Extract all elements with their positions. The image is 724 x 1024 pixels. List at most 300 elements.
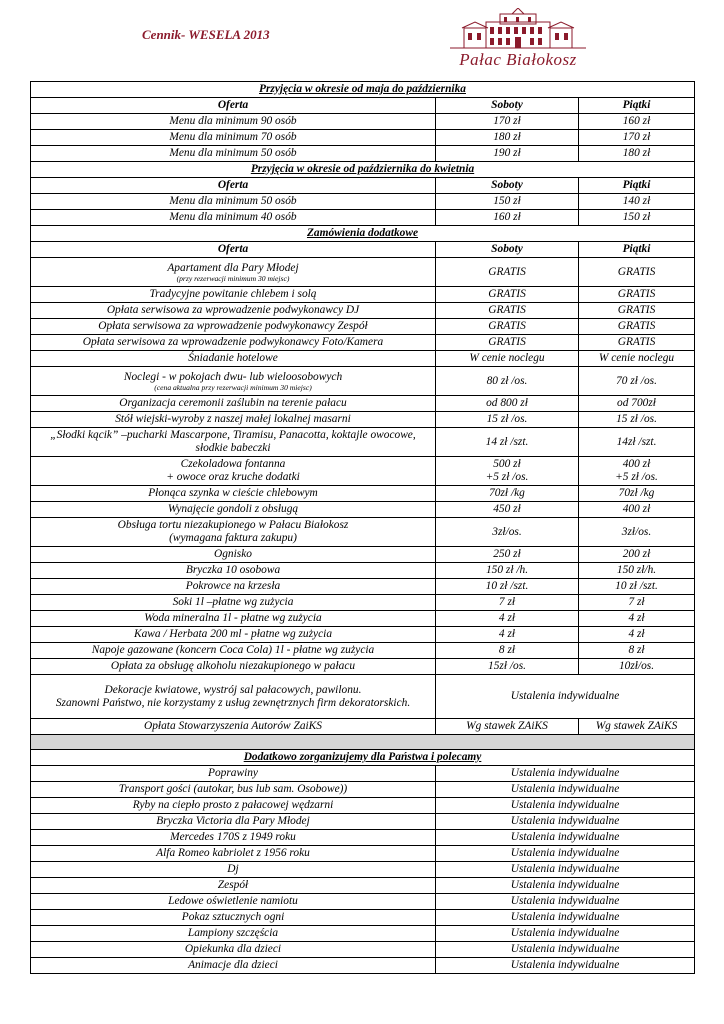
price-cell-combined-text: Ustalenia indywidualne bbox=[510, 943, 620, 955]
price-friday-text: 160 zł bbox=[622, 115, 651, 127]
offer-cell-text: Opłata Stowarzyszenia Autorów ZaiKS bbox=[144, 720, 322, 732]
column-header-saturday bbox=[436, 98, 579, 114]
offer-cell bbox=[31, 862, 436, 878]
price-saturday bbox=[436, 457, 579, 486]
price-saturday bbox=[436, 367, 579, 396]
price-saturday bbox=[436, 130, 579, 146]
price-cell-combined bbox=[436, 798, 695, 814]
price-saturday-text: 250 zł bbox=[493, 548, 521, 560]
table-row bbox=[31, 396, 695, 412]
price-saturday bbox=[436, 579, 579, 595]
price-friday bbox=[579, 258, 695, 287]
table-row bbox=[31, 258, 695, 287]
price-saturday-text: 8 zł bbox=[498, 644, 516, 656]
table-row bbox=[31, 303, 695, 319]
price-cell-combined bbox=[436, 675, 695, 719]
section-title bbox=[31, 226, 695, 242]
price-friday bbox=[579, 457, 695, 486]
price-cell-combined bbox=[436, 958, 695, 974]
offer-cell-text: Menu dla minimum 50 osób bbox=[169, 195, 297, 207]
price-saturday bbox=[436, 194, 579, 210]
price-friday-text: 4 zł bbox=[628, 612, 645, 624]
price-saturday bbox=[436, 611, 579, 627]
price-friday-text: 4 zł bbox=[628, 628, 645, 640]
offer-cell-text: Ryby na ciepło prosto z pałacowej wędzarni bbox=[132, 799, 334, 811]
offer-cell bbox=[31, 210, 436, 226]
table-row bbox=[31, 367, 695, 396]
price-cell-combined bbox=[436, 766, 695, 782]
price-saturday-text: 3zł/os. bbox=[492, 525, 522, 538]
offer-cell-text: Organizacja ceremonii zaślubin na terenie pałacu bbox=[119, 397, 347, 409]
separator-cell bbox=[31, 735, 695, 750]
table-row bbox=[31, 766, 695, 782]
offer-cell-text: Poprawiny bbox=[208, 767, 258, 779]
price-friday-text: 70 zł /os. bbox=[616, 374, 657, 387]
price-friday-text: GRATIS bbox=[617, 288, 656, 300]
price-saturday bbox=[436, 643, 579, 659]
price-friday-text: 400 zł +5 zł /os. bbox=[615, 458, 658, 483]
price-saturday bbox=[436, 396, 579, 412]
offer-cell-text: Bryczka 10 osobowa bbox=[185, 564, 281, 576]
offer-cell-text: Płonąca szynka w cieście chlebowym bbox=[148, 487, 318, 499]
price-friday bbox=[579, 579, 695, 595]
offer-cell bbox=[31, 643, 436, 659]
table-row bbox=[31, 719, 695, 735]
offer-cell bbox=[31, 798, 436, 814]
price-saturday bbox=[436, 547, 579, 563]
price-cell-combined-text: Ustalenia indywidualne bbox=[510, 847, 620, 859]
column-header-saturday-text: Soboty bbox=[491, 243, 523, 255]
table-row bbox=[31, 926, 695, 942]
offer-cell bbox=[31, 958, 436, 974]
offer-cell bbox=[31, 910, 436, 926]
offer-cell bbox=[31, 319, 436, 335]
palace-logo bbox=[446, 8, 590, 76]
column-header-saturday bbox=[436, 242, 579, 258]
price-saturday bbox=[436, 114, 579, 130]
price-friday-text: 70zł /kg bbox=[618, 487, 655, 499]
offer-cell-text: Menu dla minimum 50 osób bbox=[169, 147, 297, 159]
column-header-offer bbox=[31, 98, 436, 114]
section-title-row bbox=[31, 750, 695, 766]
offer-cell bbox=[31, 258, 436, 287]
table-row bbox=[31, 611, 695, 627]
price-friday-text: 10 zł /szt. bbox=[615, 580, 658, 592]
offer-cell-text: Opłata serwisowa za wprowadzenie podwykonawcy Foto/Kamera bbox=[82, 336, 384, 348]
table-row bbox=[31, 518, 695, 547]
column-header-friday-text: Piątki bbox=[622, 243, 651, 255]
column-header-friday-text: Piątki bbox=[622, 99, 651, 111]
offer-cell-text: Transport gości (autokar, bus lub sam. Osobowe)) bbox=[118, 783, 348, 795]
price-cell-combined-text: Ustalenia indywidualne bbox=[510, 863, 620, 875]
price-cell-combined bbox=[436, 814, 695, 830]
price-saturday bbox=[436, 486, 579, 502]
price-cell-combined-text: Ustalenia indywidualne bbox=[510, 895, 620, 907]
price-friday-text: 400 zł bbox=[622, 503, 651, 515]
price-saturday bbox=[436, 428, 579, 457]
offer-cell bbox=[31, 830, 436, 846]
price-saturday-text: 500 zł +5 zł /os. bbox=[485, 458, 529, 483]
price-saturday-text: od 800 zł bbox=[486, 397, 528, 409]
price-cell-combined-text: Ustalenia indywidualne bbox=[510, 959, 620, 971]
section-title-text: Dodatkowo zorganizujemy dla Państwa i polecamy bbox=[243, 751, 482, 763]
price-friday-text: GRATIS bbox=[617, 304, 656, 316]
price-friday-text: 7 zł bbox=[628, 596, 645, 608]
price-friday-text: Wg stawek ZAiKS bbox=[595, 720, 678, 732]
table-row bbox=[31, 428, 695, 457]
price-cell-combined-text: Ustalenia indywidualne bbox=[510, 799, 620, 811]
price-cell-combined-text: Ustalenia indywidualne bbox=[510, 927, 620, 939]
table-row bbox=[31, 210, 695, 226]
offer-cell bbox=[31, 146, 436, 162]
section-title-row bbox=[31, 226, 695, 242]
price-friday bbox=[579, 114, 695, 130]
table-row bbox=[31, 862, 695, 878]
table-row bbox=[31, 412, 695, 428]
offer-cell-text: Alfa Romeo kabriolet z 1956 roku bbox=[156, 847, 310, 859]
price-saturday bbox=[436, 287, 579, 303]
price-saturday bbox=[436, 351, 579, 367]
offer-cell-text: Obsługa tortu niezakupionego w Pałacu Białokosz (wymagana faktura zakupu) bbox=[117, 519, 349, 544]
offer-cell-text: Menu dla minimum 40 osób bbox=[169, 211, 297, 223]
price-saturday bbox=[436, 258, 579, 287]
column-header-saturday-text: Soboty bbox=[491, 99, 523, 111]
table-row bbox=[31, 114, 695, 130]
price-friday bbox=[579, 130, 695, 146]
table-row bbox=[31, 643, 695, 659]
column-header-row bbox=[31, 242, 695, 258]
price-saturday bbox=[436, 335, 579, 351]
price-friday-text: 150 zł/h. bbox=[616, 564, 657, 576]
offer-cell-text: Menu dla minimum 70 osób bbox=[169, 131, 297, 143]
price-friday bbox=[579, 502, 695, 518]
price-friday bbox=[579, 595, 695, 611]
price-friday-text: 180 zł bbox=[622, 147, 651, 159]
price-saturday-text: W cenie noclegu bbox=[469, 352, 545, 364]
price-cell-combined bbox=[436, 942, 695, 958]
table-row bbox=[31, 798, 695, 814]
table-row bbox=[31, 675, 695, 719]
price-friday-text: 8 zł bbox=[628, 644, 645, 656]
price-saturday bbox=[436, 303, 579, 319]
price-saturday-text: 150 zł bbox=[493, 195, 521, 207]
price-friday bbox=[579, 303, 695, 319]
table-row bbox=[31, 502, 695, 518]
column-header-saturday bbox=[436, 178, 579, 194]
price-cell-combined-text: Ustalenia indywidualne bbox=[510, 767, 620, 779]
price-cell-combined-text: Ustalenia indywidualne bbox=[510, 815, 620, 827]
price-saturday-text: 450 zł bbox=[493, 503, 521, 515]
price-friday bbox=[579, 287, 695, 303]
offer-cell bbox=[31, 611, 436, 627]
price-saturday-text: 160 zł bbox=[493, 211, 521, 223]
price-saturday-text: 14 zł /szt. bbox=[485, 435, 529, 448]
table-row bbox=[31, 782, 695, 798]
offer-cell-text: Opiekunka dla dzieci bbox=[184, 943, 282, 955]
price-cell-combined-text: Ustalenia indywidualne bbox=[510, 879, 620, 891]
offer-cell bbox=[31, 782, 436, 798]
price-friday bbox=[579, 486, 695, 502]
column-header-offer bbox=[31, 178, 436, 194]
price-friday-text: 200 zł bbox=[622, 548, 651, 560]
price-cell-combined bbox=[436, 830, 695, 846]
price-saturday bbox=[436, 210, 579, 226]
column-header-friday bbox=[579, 178, 695, 194]
offer-cell bbox=[31, 303, 436, 319]
price-cell-combined bbox=[436, 910, 695, 926]
price-friday-text: 140 zł bbox=[622, 195, 651, 207]
logo-text: Pałac Białokosz bbox=[459, 50, 577, 69]
price-friday bbox=[579, 396, 695, 412]
offer-cell-text: Bryczka Victoria dla Pary Młodej bbox=[156, 815, 310, 827]
table-row bbox=[31, 335, 695, 351]
price-cell-combined-text: Ustalenia indywidualne bbox=[510, 783, 620, 795]
table-row bbox=[31, 878, 695, 894]
offer-cell-text: Ledowe oświetlenie namiotu bbox=[168, 895, 298, 907]
table-row bbox=[31, 830, 695, 846]
price-friday bbox=[579, 335, 695, 351]
offer-cell bbox=[31, 878, 436, 894]
table-row bbox=[31, 942, 695, 958]
price-saturday-text: 15 zł /os. bbox=[486, 413, 528, 425]
offer-cell bbox=[31, 287, 436, 303]
offer-cell-text: Śniadanie hotelowe bbox=[188, 352, 278, 364]
offer-cell bbox=[31, 367, 436, 396]
column-header-friday-text: Piątki bbox=[622, 179, 651, 191]
price-friday bbox=[579, 412, 695, 428]
price-cell-combined-text: Ustalenia indywidualne bbox=[510, 690, 620, 702]
price-friday bbox=[579, 194, 695, 210]
offer-cell bbox=[31, 595, 436, 611]
offer-cell bbox=[31, 579, 436, 595]
offer-cell-text: Tradycyjne powitanie chlebem i solą bbox=[149, 288, 317, 300]
offer-cell bbox=[31, 894, 436, 910]
price-saturday bbox=[436, 319, 579, 335]
price-friday-text: 170 zł bbox=[622, 131, 651, 143]
table-row bbox=[31, 194, 695, 210]
price-cell-combined bbox=[436, 926, 695, 942]
offer-cell-text: Lampiony szczęścia bbox=[187, 927, 279, 939]
price-saturday-text: GRATIS bbox=[488, 288, 526, 300]
price-saturday-text: 170 zł bbox=[493, 115, 521, 127]
offer-cell bbox=[31, 351, 436, 367]
table-row bbox=[31, 910, 695, 926]
offer-cell bbox=[31, 926, 436, 942]
table-row bbox=[31, 894, 695, 910]
price-friday-text: 150 zł bbox=[622, 211, 651, 223]
table-row bbox=[31, 319, 695, 335]
price-saturday-text: GRATIS bbox=[488, 304, 526, 316]
column-header-row bbox=[31, 178, 695, 194]
price-saturday bbox=[436, 518, 579, 547]
table-row bbox=[31, 486, 695, 502]
offer-note: (przy rezerwacji minimum 30 miejsc) bbox=[176, 273, 290, 283]
price-cell-combined bbox=[436, 846, 695, 862]
price-saturday bbox=[436, 719, 579, 735]
price-saturday-text: 180 zł bbox=[493, 131, 521, 143]
column-header-offer bbox=[31, 242, 436, 258]
table-row bbox=[31, 351, 695, 367]
table-row bbox=[31, 846, 695, 862]
price-saturday-text: GRATIS bbox=[488, 336, 526, 348]
column-header-friday bbox=[579, 242, 695, 258]
price-friday bbox=[579, 351, 695, 367]
section-title-text: Przyjęcia w okresie od maja do października bbox=[259, 83, 466, 95]
price-friday-text: 10zł/os. bbox=[618, 660, 655, 672]
table-row bbox=[31, 595, 695, 611]
offer-cell bbox=[31, 942, 436, 958]
offer-cell-text: Mercedes 170S z 1949 roku bbox=[170, 831, 296, 843]
price-friday-text: 15 zł /os. bbox=[616, 413, 657, 425]
table-row bbox=[31, 659, 695, 675]
offer-cell bbox=[31, 457, 436, 486]
palace-building-icon bbox=[446, 8, 590, 52]
price-saturday-text: 150 zł /h. bbox=[485, 564, 529, 576]
table-row bbox=[31, 547, 695, 563]
offer-cell bbox=[31, 194, 436, 210]
offer-cell-text: Kawa / Herbata 200 ml - płatne wg zużycia bbox=[133, 628, 333, 640]
section-title-text: Zamówienia dodatkowe bbox=[306, 227, 419, 239]
column-header-offer-text: Oferta bbox=[217, 243, 249, 255]
offer-cell bbox=[31, 502, 436, 518]
column-header-friday bbox=[579, 98, 695, 114]
price-cell-combined bbox=[436, 894, 695, 910]
price-saturday-text: 190 zł bbox=[493, 147, 521, 159]
offer-note: (cena aktualna przy rezerwacji minimum 30 miejsc) bbox=[154, 382, 312, 392]
offer-cell-text: Czekoladowa fontanna + owoce oraz kruche dodatki bbox=[166, 458, 300, 483]
price-saturday bbox=[436, 563, 579, 579]
table-row bbox=[31, 814, 695, 830]
price-friday bbox=[579, 319, 695, 335]
offer-cell bbox=[31, 130, 436, 146]
price-cell-combined-text: Ustalenia indywidualne bbox=[510, 831, 620, 843]
price-saturday-text: 15zł /os. bbox=[488, 660, 526, 672]
price-friday-text: 14zł /szt. bbox=[616, 435, 657, 448]
table-row bbox=[31, 457, 695, 486]
offer-cell bbox=[31, 766, 436, 782]
price-friday-text: GRATIS bbox=[617, 265, 656, 278]
offer-cell bbox=[31, 846, 436, 862]
section-title bbox=[31, 162, 695, 178]
price-saturday bbox=[436, 627, 579, 643]
offer-cell bbox=[31, 518, 436, 547]
offer-cell bbox=[31, 114, 436, 130]
price-friday bbox=[579, 367, 695, 396]
offer-cell bbox=[31, 335, 436, 351]
offer-cell-text: Opłata serwisowa za wprowadzenie podwykonawcy Zespół bbox=[98, 320, 368, 332]
price-friday bbox=[579, 659, 695, 675]
offer-cell bbox=[31, 814, 436, 830]
price-saturday-text: GRATIS bbox=[488, 265, 526, 278]
section-title-row bbox=[31, 162, 695, 178]
column-header-row bbox=[31, 98, 695, 114]
offer-cell bbox=[31, 428, 436, 457]
section-title bbox=[31, 750, 695, 766]
offer-cell-text: Pokaz sztucznych ogni bbox=[181, 911, 285, 923]
price-saturday-text: 80 zł /os. bbox=[486, 374, 528, 387]
offer-cell-text: Noclegi - w pokojach dwu- lub wieloosobowych bbox=[123, 370, 343, 383]
offer-cell bbox=[31, 396, 436, 412]
offer-cell-text: Soki 1l –płatne wg zużycia bbox=[172, 596, 294, 608]
price-friday bbox=[579, 518, 695, 547]
offer-cell-text: Opłata za obsługę alkoholu niezakupionego w pałacu bbox=[110, 660, 356, 672]
offer-cell-text: Opłata serwisowa za wprowadzenie podwykonawcy DJ bbox=[106, 304, 360, 316]
table-row bbox=[31, 563, 695, 579]
price-saturday-text: 4 zł bbox=[498, 628, 516, 640]
price-saturday bbox=[436, 146, 579, 162]
offer-cell-text: Dekoracje kwiatowe, wystrój sal pałacowych, pawilonu. Szanowni Państwo, nie korzystamy z usług zewnętrznych firm dekoratorskich. bbox=[55, 683, 411, 709]
offer-cell bbox=[31, 547, 436, 563]
price-friday bbox=[579, 563, 695, 579]
offer-cell bbox=[31, 659, 436, 675]
offer-cell bbox=[31, 627, 436, 643]
column-header-offer-text: Oferta bbox=[217, 179, 249, 191]
price-saturday-text: 7 zł bbox=[498, 596, 516, 608]
offer-cell bbox=[31, 675, 436, 719]
page-title: Cennik- WESELA 2013 bbox=[142, 27, 270, 42]
offer-cell bbox=[31, 563, 436, 579]
offer-cell-text: Animacje dla dzieci bbox=[188, 959, 278, 971]
section-title-text: Przyjęcia w okresie od października do kwietnia bbox=[250, 163, 475, 175]
price-cell-combined-text: Ustalenia indywidualne bbox=[510, 911, 620, 923]
price-friday bbox=[579, 611, 695, 627]
price-friday-text: 3zł/os. bbox=[621, 525, 652, 538]
offer-cell-text: „Słodki kącik” –pucharki Mascarpone, Tiramisu, Panacotta, koktajle owocowe, słodkie babeczki bbox=[50, 429, 416, 454]
offer-cell bbox=[31, 719, 436, 735]
price-saturday-text: 4 zł bbox=[498, 612, 516, 624]
offer-cell-text: Zespół bbox=[217, 879, 249, 891]
separator-row bbox=[31, 735, 695, 750]
offer-cell-text: Ognisko bbox=[214, 548, 252, 560]
table-row bbox=[31, 146, 695, 162]
table-row bbox=[31, 130, 695, 146]
price-friday bbox=[579, 428, 695, 457]
price-saturday bbox=[436, 412, 579, 428]
price-saturday-text: Wg stawek ZAiKS bbox=[466, 720, 548, 732]
price-saturday bbox=[436, 595, 579, 611]
table-row bbox=[31, 627, 695, 643]
column-header-saturday-text: Soboty bbox=[491, 179, 523, 191]
table-row bbox=[31, 579, 695, 595]
section-title-row bbox=[31, 82, 695, 98]
price-friday bbox=[579, 547, 695, 563]
price-cell-combined bbox=[436, 878, 695, 894]
offer-cell-text: Menu dla minimum 90 osób bbox=[169, 115, 297, 127]
price-cell-combined bbox=[436, 862, 695, 878]
offer-cell-text: Pokrowce na krzesła bbox=[185, 580, 281, 592]
table-row bbox=[31, 958, 695, 974]
price-friday-text: od 700zł bbox=[617, 397, 656, 409]
price-saturday bbox=[436, 502, 579, 518]
price-friday bbox=[579, 719, 695, 735]
price-friday bbox=[579, 627, 695, 643]
offer-cell-text: Dj bbox=[227, 863, 239, 875]
price-cell-combined bbox=[436, 782, 695, 798]
price-friday-text: GRATIS bbox=[617, 320, 656, 332]
offer-cell-text: Woda mineralna 1l - płatne wg zużycia bbox=[144, 612, 322, 624]
price-friday bbox=[579, 210, 695, 226]
offer-cell-text: Napoje gazowane (koncern Coca Cola) 1l - płatne wg zużycia bbox=[91, 644, 375, 656]
offer-cell-text: Apartament dla Pary Młodej bbox=[167, 261, 299, 274]
price-friday bbox=[579, 643, 695, 659]
price-saturday-text: GRATIS bbox=[488, 320, 526, 332]
column-header-offer-text: Oferta bbox=[217, 99, 249, 111]
price-saturday-text: 70zł /kg bbox=[489, 487, 525, 499]
price-saturday-text: 10 zł /szt. bbox=[485, 580, 529, 592]
price-friday-text: W cenie noclegu bbox=[598, 352, 675, 364]
offer-cell bbox=[31, 486, 436, 502]
price-friday bbox=[579, 146, 695, 162]
